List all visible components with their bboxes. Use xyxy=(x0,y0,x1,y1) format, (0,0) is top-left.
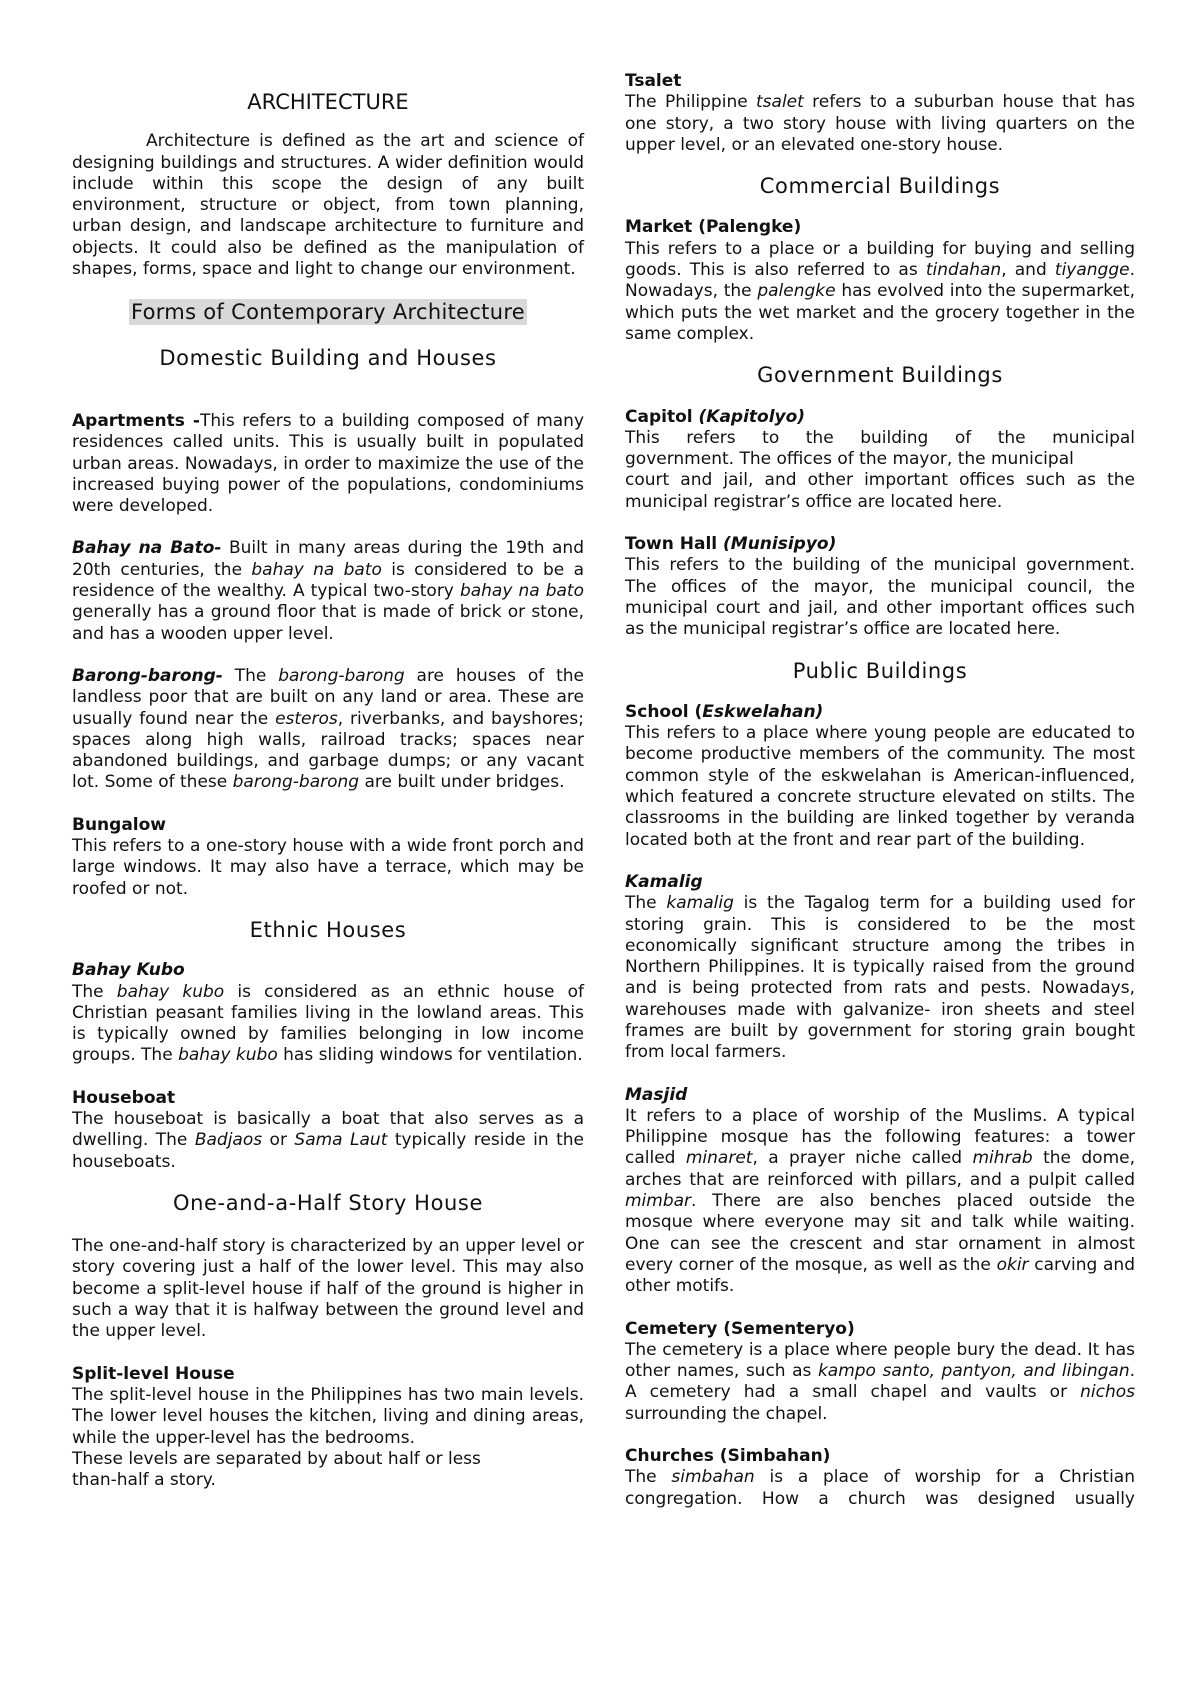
masjid-entry: Masjid It refers to a place of worship of the Muslims. A typical Philippine mosque has the following features: a tower called minaret, a prayer niche called mihrab the dome, arches that are reinforced with pillars, and a pulpit called mimbar. There are also benches placed outside the mosque where everyone may sit and talk while waiting. One can see the crescent and star ornament in almost every corner of the mosque, as well as the okir carving and other motifs. xyxy=(625,1084,1136,1297)
commercial-heading: Commercial Buildings xyxy=(759,174,1001,199)
town-hall-term: Town Hall (Munisipyo) xyxy=(625,534,837,555)
bahay-kubo-entry: Bahay Kubo The bahay kubo is considered as an ethnic house of Christian peasant families living in the lowland areas. This is typically owned by families belonging in low income groups. The bahay kubo has sliding windows for ventilation. xyxy=(72,960,584,1066)
domestic-heading: Domestic Building and Houses xyxy=(159,345,497,370)
school-term: School (Eskwelahan) xyxy=(625,701,824,722)
houseboat-entry: Houseboat The houseboat is basically a boat that also serves as a dwelling. The Badjaos or Sama Laut typically reside in the houseboats. xyxy=(72,1087,584,1172)
split-level-entry: Split-level House The split-level house in the Philippines has two main levels. The lower level houses the kitchen, living and dining areas, while the upper-level has the bedrooms. These levels are separated by about half or less than-half a story. xyxy=(72,1363,584,1491)
churches-entry: Churches (Simbahan) The simbahan is a place of worship for a Christian congregation. How a church was designed usually xyxy=(625,1446,1135,1509)
masjid-term: Masjid xyxy=(625,1084,688,1105)
cemetery-entry: Cemetery (Sementeryo) The cemetery is a place where people bury the dead. It has other names, such as kampo santo, pantyon, and libingan. A cemetery had a small chapel and vaults or nichos surrounding the chapel. xyxy=(625,1318,1136,1424)
town-hall-entry: Town Hall (Munisipyo) This refers to the building of the municipal government. The offices of the mayor, the municipal council, the municipal court and jail, and other important offices such as the municipal registrar’s office are located here. xyxy=(625,534,1135,640)
kamalig-entry: Kamalig The kamalig is the Tagalog term for a building used for storing grain. This is considered to be the most economically significant structure among the tribes in Northern Philippines. It is typically raised from the ground and is being protected from rats and pests. Nowadays, warehouses made with galvanize- iron sheets and steel frames are built by government for storing grain bought from local farmers. xyxy=(625,871,1135,1063)
market-entry: Market (Palengke) This refers to a place or a building for buying and selling goods. This is also referred to as tindahan, and tiyangge. Nowadays, the palengke has evolved into the supermarket, which puts the wet market and the grocery together in the same complex. xyxy=(625,217,1135,344)
left-column xyxy=(72,0,584,1491)
ethnic-heading: Ethnic Houses xyxy=(249,917,407,942)
bungalow-entry: Bungalow This refers to a one-story house with a wide front porch and large windows. It may also have a terrace, which may be roofed or not. xyxy=(72,814,584,899)
government-heading: Government Buildings xyxy=(757,363,1003,388)
bungalow-term: Bungalow xyxy=(72,814,167,835)
right-column xyxy=(625,0,1135,1510)
bahay-kubo-term: Bahay Kubo xyxy=(72,960,185,981)
kamalig-term: Kamalig xyxy=(625,871,703,892)
bahay-na-bato-term: Bahay na Bato- xyxy=(72,538,222,559)
forms-heading: Forms of Contemporary Architecture xyxy=(130,300,526,325)
page-title: ARCHITECTURE xyxy=(247,90,409,114)
cemetery-term: Cemetery (Sementeryo) xyxy=(625,1318,855,1339)
split-level-term: Split-level House xyxy=(72,1363,235,1384)
barong-barong-entry: Barong-barong- The barong-barong are houses of the landless poor that are built on any land or area. These are usually found near the esteros, riverbanks, and bayshores; spaces along high walls, railroad tracks; spaces near abandoned buildings, and garbage dumps; or any vacant lot. Some of these barong-barong are built under bridges. xyxy=(72,665,584,793)
school-entry: School (Eskwelahan) This refers to a place where young people are educated to become productive members of the community. The most common style of the eskwelahan is American-influenced, which featured a concrete structure elevated on stilts. The classrooms in the building are linked together by veranda located both at the front and rear part of the building. xyxy=(625,701,1135,850)
capitol-entry: Capitol (Kapitolyo) This refers to the building of the municipal government. The offices of the mayor, the municipal court and jail, and other important offices such as the municipal registrar’s office are located here. xyxy=(625,406,1135,512)
apartments-entry: Apartments -This refers to a building composed of many residences called units. This is usually built in populated urban areas. Nowadays, in order to maximize the use of the increased buying power of the populations, condominiums were developed. xyxy=(72,410,585,517)
intro-paragraph: Architecture is defined as the art and science of designing buildings and structures. A wider definition would include within this scope the design of any built environment, structure or object, from town planning, urban design, and landscape architecture to furniture and objects. It could also be defined as the manipulation of shapes, forms, space and light to change our environment. xyxy=(72,131,584,280)
churches-term: Churches (Simbahan) xyxy=(625,1446,831,1467)
capitol-term: Capitol (Kapitolyo) xyxy=(625,406,806,427)
barong-barong-term: Barong-barong- xyxy=(72,665,223,686)
tsalet-entry: Tsalet The Philippine tsalet refers to a suburban house that has one story, a two story house with living quarters on the upper level, or an elevated one-story house. xyxy=(625,71,1135,155)
one-and-half-heading: One-and-a-Half Story House xyxy=(173,1190,483,1215)
bahay-na-bato-entry: Bahay na Bato- Built in many areas during the 19th and 20th centuries, the bahay na bato is considered to be a residence of the wealthy. A typical two-story bahay na bato generally has a ground floor that is made of brick or stone, and has a wooden upper level. xyxy=(72,538,584,644)
one-and-half-paragraph: The one-and-half story is characterized by an upper level or story covering just a half of the lower level. This may also become a split-level house if half of the ground is higher in such a way that it is halfway between the ground level and the upper level. xyxy=(72,1236,584,1342)
apartments-term: Apartments - xyxy=(72,410,200,431)
public-heading: Public Buildings xyxy=(792,658,968,683)
market-term: Market (Palengke) xyxy=(625,217,802,238)
houseboat-term: Houseboat xyxy=(72,1087,176,1108)
tsalet-term: Tsalet xyxy=(625,71,682,91)
